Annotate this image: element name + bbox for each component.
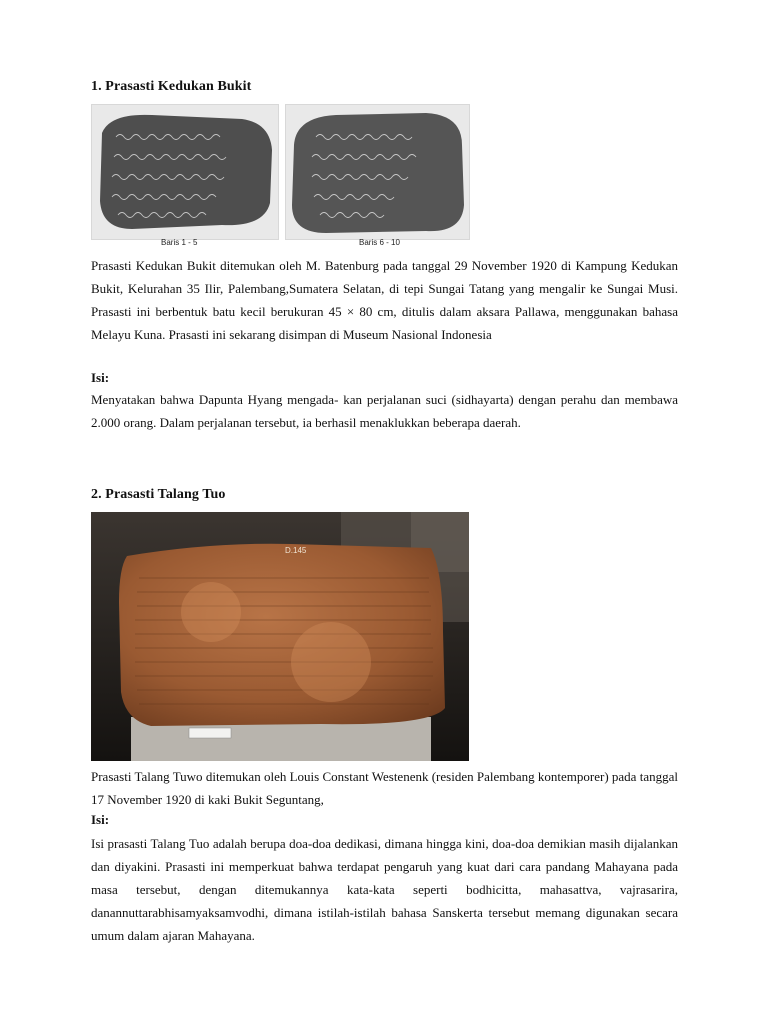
- isi-label-1: Isi:: [91, 370, 110, 385]
- figure-talang-tuo: [91, 512, 469, 761]
- stone-tag-label: D.145: [285, 546, 307, 555]
- stone-photo-left: [91, 104, 279, 240]
- paragraph-kedukan-bukit: Prasasti Kedukan Bukit ditemukan oleh M. Batenburg pada tanggal 29 November 1920 di Kampung Kedukan Bukit, Kelurahan 35 Ilir, Palembang,Sumatera Selatan, di tepi Sungai Tatang yang mengalir ke Sungai Musi. Prasasti ini berbentuk batu kecil berukuran 45 × 80 cm, ditulis dalam aksara Pallawa, menggunakan bahasa Melayu Kuna. Prasasti ini sekarang disimpan di Museum Nasional Indonesia: [91, 258, 678, 342]
- figure-kedukan-bukit: [91, 104, 468, 250]
- caption-right: Baris 6 - 10: [359, 238, 400, 247]
- isi-label-2: Isi:: [91, 812, 110, 827]
- isi-text-2: Isi prasasti Talang Tuo adalah berupa doa-doa dedikasi, dimana hingga kini, doa-doa demikian masih dijalankan dan diyakini. Prasasti ini memperkuat bahwa terdapat pengaruh yang kuat dari cara pandang Mahayana pada masa tersebut, dengan ditemukannya kata-kata seperti bodhicitta, mahasattva, vajrasarira, danannuttarabhisamyaksamvodhi, dimana istilah-istilah bahasa Sanskerta tersebut memang digunakan secara umum dalam ajaran Mahayana.: [91, 836, 678, 943]
- section-heading-talang-tuo: 2. Prasasti Talang Tuo: [91, 487, 226, 502]
- isi-text-1: Menyatakan bahwa Dapunta Hyang mengada- kan perjalanan suci (sidhayarta) dengan perahu dan membawa 2.000 orang. Dalam perjalanan tersebut, ia berhasil menaklukkan beberapa daerah.: [91, 392, 678, 430]
- paragraph-talang-tuo: Prasasti Talang Tuwo ditemukan oleh Louis Constant Westenenk (residen Palembang kontemporer) pada tanggal 17 November 1920 di kaki Bukit Seguntang,: [91, 769, 678, 807]
- caption-left: Baris 1 - 5: [161, 238, 198, 247]
- stone-photo-right: [285, 104, 470, 240]
- section-heading-kedukan-bukit: 1. Prasasti Kedukan Bukit: [91, 79, 252, 94]
